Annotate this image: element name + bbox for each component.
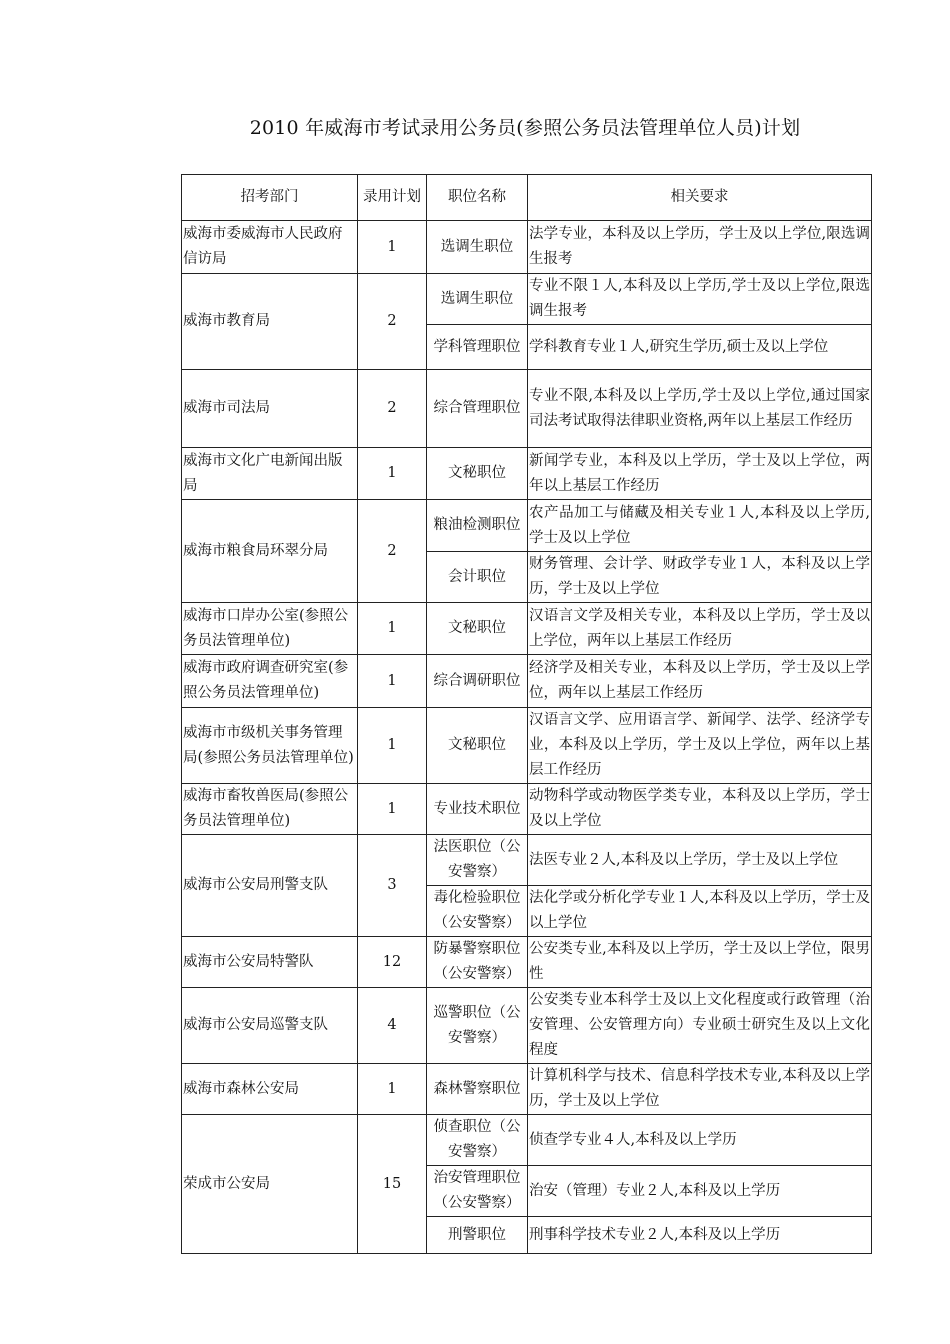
department-cell: 威海市文化广电新闻出版局 bbox=[182, 448, 358, 500]
department-cell: 威海市公安局特警队 bbox=[182, 937, 358, 988]
table-row bbox=[182, 500, 872, 552]
department-cell: 威海市畜牧兽医局(参照公务员法管理单位) bbox=[182, 784, 358, 835]
position-name-cell: 选调生职位 bbox=[427, 274, 528, 325]
department-cell: 威海市森林公安局 bbox=[182, 1064, 358, 1115]
header-position: 职位名称 bbox=[427, 175, 528, 221]
table-row bbox=[182, 655, 872, 708]
position-name-cell: 综合调研职位 bbox=[427, 655, 528, 708]
table-row bbox=[182, 835, 872, 886]
requirements-cell: 学科教育专业１人,研究生学历,硕士及以上学位 bbox=[528, 325, 872, 370]
table-row bbox=[182, 1064, 872, 1115]
position-name-cell: 防暴警察职位（公安警察） bbox=[427, 937, 528, 988]
header-requirements: 相关要求 bbox=[528, 175, 872, 221]
requirements-cell: 治安（管理）专业２人,本科及以上学历 bbox=[528, 1166, 872, 1217]
department-cell: 威海市政府调查研究室(参照公务员法管理单位) bbox=[182, 655, 358, 708]
plan-count-cell: 1 bbox=[358, 708, 427, 784]
department-cell: 威海市市级机关事务管理局(参照公务员法管理单位) bbox=[182, 708, 358, 784]
plan-count-cell: 1 bbox=[358, 221, 427, 274]
table-row bbox=[182, 1115, 872, 1166]
requirements-cell: 汉语言文学及相关专业，本科及以上学历，学士及以上学位，两年以上基层工作经历 bbox=[528, 603, 872, 655]
requirements-cell: 汉语言文学、应用语言学、新闻学、法学、经济学专业，本科及以上学历，学士及以上学位，两年以上基层工作经历 bbox=[528, 708, 872, 784]
requirements-cell: 法医专业２人,本科及以上学历，学士及以上学位 bbox=[528, 835, 872, 886]
requirements-cell: 公安类专业,本科及以上学历，学士及以上学位，限男性 bbox=[528, 937, 872, 988]
header-plan: 录用计划 bbox=[358, 175, 427, 221]
plan-count-cell: 15 bbox=[358, 1115, 427, 1254]
position-name-cell: 综合管理职位 bbox=[427, 370, 528, 448]
header-department: 招考部门 bbox=[182, 175, 358, 221]
department-cell: 威海市委威海市人民政府信访局 bbox=[182, 221, 358, 274]
department-cell: 威海市司法局 bbox=[182, 370, 358, 448]
requirements-cell: 公安类专业本科学士及以上文化程度或行政管理（治安管理、公安管理方向）专业硕士研究生及以上文化程度 bbox=[528, 988, 872, 1064]
position-name-cell: 粮油检测职位 bbox=[427, 500, 528, 552]
requirements-cell: 农产品加工与储藏及相关专业１人,本科及以上学历,学士及以上学位 bbox=[528, 500, 872, 552]
table-header-row bbox=[182, 175, 872, 221]
page-title: 2010 年威海市考试录用公务员(参照公务员法管理单位人员)计划 bbox=[249, 117, 801, 139]
requirements-cell: 专业不限,本科及以上学历,学士及以上学位,通过国家司法考试取得法律职业资格,两年以上基层工作经历 bbox=[528, 370, 872, 448]
position-name-cell: 巡警职位（公安警察） bbox=[427, 988, 528, 1064]
table-row bbox=[182, 221, 872, 274]
table-row bbox=[182, 708, 872, 784]
position-name-cell: 会计职位 bbox=[427, 552, 528, 603]
requirements-cell: 动物科学或动物医学类专业，本科及以上学历，学士及以上学位 bbox=[528, 784, 872, 835]
table-row bbox=[182, 784, 872, 835]
plan-count-cell: 1 bbox=[358, 603, 427, 655]
position-name-cell: 文秘职位 bbox=[427, 708, 528, 784]
plan-count-cell: 2 bbox=[358, 500, 427, 603]
requirements-cell: 侦查学专业４人,本科及以上学历 bbox=[528, 1115, 872, 1166]
table-row bbox=[182, 274, 872, 325]
position-name-cell: 文秘职位 bbox=[427, 603, 528, 655]
department-cell: 威海市公安局巡警支队 bbox=[182, 988, 358, 1064]
position-name-cell: 侦查职位（公安警察） bbox=[427, 1115, 528, 1166]
position-name-cell: 专业技术职位 bbox=[427, 784, 528, 835]
position-name-cell: 选调生职位 bbox=[427, 221, 528, 274]
recruitment-plan-table bbox=[181, 174, 872, 1254]
requirements-cell: 新闻学专业，本科及以上学历，学士及以上学位，两年以上基层工作经历 bbox=[528, 448, 872, 500]
position-name-cell: 毒化检验职位（公安警察） bbox=[427, 886, 528, 937]
table-row bbox=[182, 937, 872, 988]
position-name-cell: 治安管理职位（公安警察） bbox=[427, 1166, 528, 1217]
plan-count-cell: 1 bbox=[358, 1064, 427, 1115]
department-cell: 威海市粮食局环翠分局 bbox=[182, 500, 358, 603]
position-name-cell: 森林警察职位 bbox=[427, 1064, 528, 1115]
department-cell: 威海市公安局刑警支队 bbox=[182, 835, 358, 937]
table-row bbox=[182, 603, 872, 655]
requirements-cell: 计算机科学与技术、信息科学技术专业,本科及以上学历，学士及以上学位 bbox=[528, 1064, 872, 1115]
table-row bbox=[182, 448, 872, 500]
position-name-cell: 文秘职位 bbox=[427, 448, 528, 500]
department-cell: 威海市教育局 bbox=[182, 274, 358, 370]
position-name-cell: 刑警职位 bbox=[427, 1217, 528, 1254]
position-name-cell: 学科管理职位 bbox=[427, 325, 528, 370]
table-body bbox=[182, 221, 872, 1254]
plan-count-cell: 1 bbox=[358, 448, 427, 500]
requirements-cell: 专业不限１人,本科及以上学历,学士及以上学位,限选调生报考 bbox=[528, 274, 872, 325]
department-cell: 荣成市公安局 bbox=[182, 1115, 358, 1254]
position-name-cell: 法医职位（公安警察） bbox=[427, 835, 528, 886]
plan-count-cell: 3 bbox=[358, 835, 427, 937]
requirements-cell: 法化学或分析化学专业１人,本科及以上学历，学士及以上学位 bbox=[528, 886, 872, 937]
plan-count-cell: 12 bbox=[358, 937, 427, 988]
department-cell: 威海市口岸办公室(参照公务员法管理单位) bbox=[182, 603, 358, 655]
plan-count-cell: 1 bbox=[358, 655, 427, 708]
table-row bbox=[182, 370, 872, 448]
table-row bbox=[182, 988, 872, 1064]
requirements-cell: 财务管理、会计学、财政学专业１人，本科及以上学历，学士及以上学位 bbox=[528, 552, 872, 603]
plan-count-cell: 2 bbox=[358, 370, 427, 448]
requirements-cell: 刑事科学技术专业２人,本科及以上学历 bbox=[528, 1217, 872, 1254]
requirements-cell: 经济学及相关专业，本科及以上学历，学士及以上学位，两年以上基层工作经历 bbox=[528, 655, 872, 708]
plan-count-cell: 1 bbox=[358, 784, 427, 835]
plan-count-cell: 2 bbox=[358, 274, 427, 370]
requirements-cell: 法学专业，本科及以上学历，学士及以上学位,限选调生报考 bbox=[528, 221, 872, 274]
plan-count-cell: 4 bbox=[358, 988, 427, 1064]
